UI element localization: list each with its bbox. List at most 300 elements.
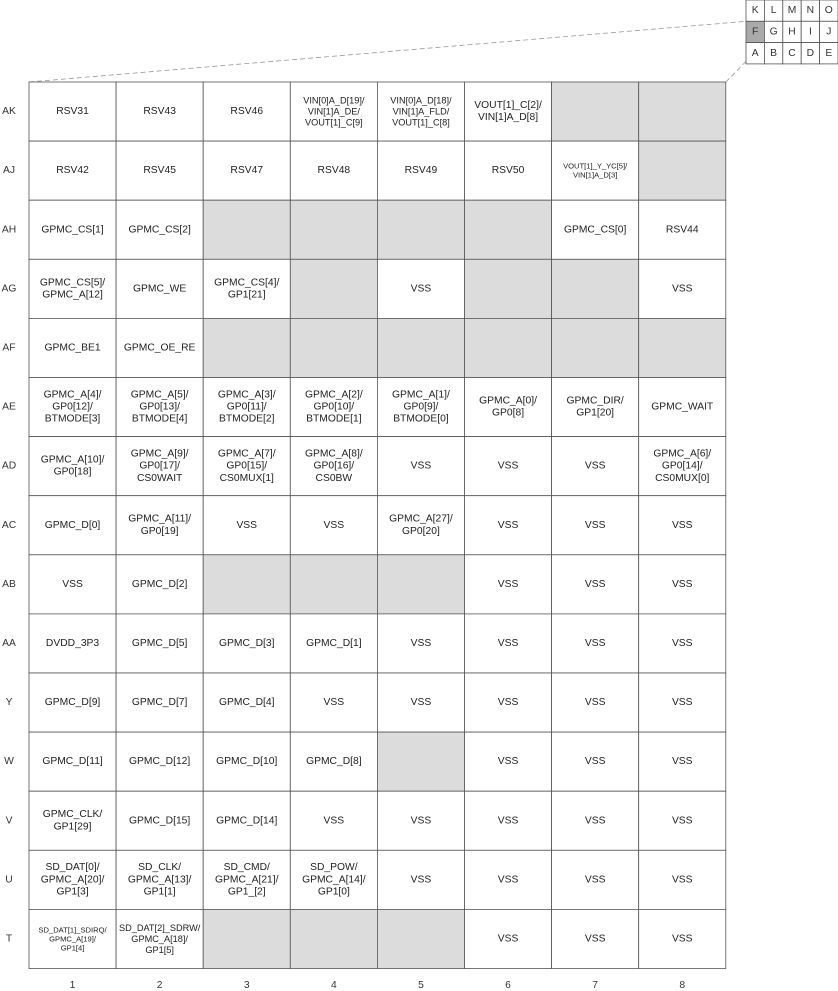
pin-name: GPMC_D[8] xyxy=(306,756,362,768)
empty-cell xyxy=(377,555,464,614)
pin-name: BTMODE[1] xyxy=(306,413,362,425)
pin-name: VSS xyxy=(671,519,693,531)
empty-cell xyxy=(290,200,377,259)
pin-name: GPMC_D[10] xyxy=(216,756,278,768)
pin-name: GPMC_D[5] xyxy=(131,637,188,649)
pin-name: VSS xyxy=(497,578,519,590)
pin-name: VSS xyxy=(410,874,432,886)
pin-cell xyxy=(639,259,726,318)
pin-name: VIN[1]A_D[3] xyxy=(572,170,618,180)
pin-name: GP1[29] xyxy=(53,821,92,833)
pin-cell xyxy=(639,614,726,673)
pin-cell xyxy=(377,673,464,732)
pin-name: BTMODE[4] xyxy=(131,413,188,425)
pin-name: GP0[18] xyxy=(53,466,92,478)
pin-name: VIN[0]A_D[18]/ xyxy=(390,95,452,106)
empty-cell xyxy=(203,909,290,968)
pin-cell xyxy=(29,614,116,673)
row-label: AF xyxy=(2,342,16,354)
empty-cell xyxy=(377,318,464,377)
key-cell-label: D xyxy=(806,47,815,59)
pin-cell xyxy=(203,614,290,673)
pin-cell xyxy=(377,378,464,437)
pin-name: GP0[14]/ xyxy=(661,460,703,472)
pin-name: GPMC_CS[5]/ xyxy=(39,277,106,289)
pin-name: VIN[0]A_D[19]/ xyxy=(303,95,365,106)
pin-name: BTMODE[2] xyxy=(219,413,275,425)
row-label: T xyxy=(5,933,13,945)
pin-cell xyxy=(29,259,116,318)
pin-name: RSV50 xyxy=(491,165,525,177)
pin-cell xyxy=(290,82,377,141)
pin-name: VSS xyxy=(584,637,606,649)
pin-name: VSS xyxy=(584,460,606,472)
pin-name: GPMC_D[9] xyxy=(44,697,101,709)
pin-name: GP0[17]/ xyxy=(139,460,180,472)
key-cell-label: F xyxy=(752,26,759,38)
empty-cell xyxy=(377,909,464,968)
pin-name: VSS xyxy=(584,815,606,827)
pin-name: VSS xyxy=(323,815,345,827)
pin-name: VSS xyxy=(671,815,693,827)
pin-cell xyxy=(377,318,464,377)
row-label: AB xyxy=(2,578,16,590)
pin-cell xyxy=(639,496,726,555)
pin-cell xyxy=(203,909,290,968)
key-cell-label: C xyxy=(788,47,796,59)
pin-name: GP1[1] xyxy=(143,886,176,898)
pin-cell xyxy=(29,82,116,141)
empty-cell xyxy=(290,259,377,318)
pin-name: GPMC_CS[1] xyxy=(41,224,104,236)
pin-name: VSS xyxy=(584,756,606,768)
pin-name: GPMC_D[15] xyxy=(129,815,191,827)
pin-name: VOUT[1]_C[2]/ xyxy=(474,99,542,111)
pin-name: GPMC_A[18]/ xyxy=(131,933,188,944)
pin-cell xyxy=(290,200,377,259)
pin-cell xyxy=(639,791,726,850)
pin-name: VSS xyxy=(62,578,83,590)
pin-cell xyxy=(290,555,377,614)
pin-cell xyxy=(29,909,116,968)
pin-name: GPMC_D[12] xyxy=(129,756,191,768)
pin-name: VIN[1]A_D[8] xyxy=(478,112,539,124)
key-cell-label: O xyxy=(824,5,833,17)
empty-cell xyxy=(639,141,726,200)
empty-cell xyxy=(377,200,464,259)
pin-name: GP0[19] xyxy=(140,525,179,537)
pin-cell xyxy=(552,141,639,200)
pin-name: GP0[9]/ xyxy=(403,401,439,413)
pin-cell xyxy=(639,82,726,141)
zoom-line-top xyxy=(29,21,746,82)
pin-name: RSV49 xyxy=(404,165,438,177)
pin-name: VSS xyxy=(497,815,519,827)
pin-cell xyxy=(465,82,552,141)
column-label: 6 xyxy=(505,980,511,991)
pin-name: VSS xyxy=(584,874,606,886)
pin-name: GPMC_D[4] xyxy=(218,697,275,709)
pin-name: GPMC_A[10]/ xyxy=(40,454,105,466)
pin-name: VOUT[1]_C[8] xyxy=(392,117,450,128)
pin-name: VSS xyxy=(497,933,519,945)
column-label: 8 xyxy=(679,980,686,991)
pin-cell xyxy=(116,732,203,791)
row-label: U xyxy=(5,874,13,886)
pin-cell xyxy=(290,614,377,673)
empty-cell xyxy=(639,82,726,141)
pin-name: GPMC_CS[2] xyxy=(128,224,191,236)
pin-name: VOUT[1]_Y_YC[5]/ xyxy=(563,161,628,171)
empty-cell xyxy=(465,200,552,259)
pin-name: GPMC_BE1 xyxy=(44,342,101,354)
pin-cell xyxy=(116,850,203,909)
pin-name: GPMC_A[20]/ xyxy=(40,874,105,886)
pin-cell xyxy=(116,259,203,318)
pin-cell xyxy=(465,791,552,850)
pin-name: BTMODE[3] xyxy=(44,413,101,425)
pin-name: SD_DAT[2]_SDRW/ xyxy=(118,923,201,934)
pin-name: VSS xyxy=(497,697,519,709)
pin-name: SD_DAT[0]/ xyxy=(45,862,100,874)
pin-name: RSV42 xyxy=(56,165,89,177)
pin-name: GPMC_A[11]/ xyxy=(128,513,192,525)
key-cell-label: E xyxy=(825,47,833,59)
pin-grid xyxy=(29,82,726,969)
pin-name: GPMC_A[13]/ xyxy=(127,874,192,886)
pin-cell xyxy=(639,850,726,909)
pin-name: VSS xyxy=(584,933,606,945)
pin-name: VSS xyxy=(671,756,693,768)
pin-cell xyxy=(29,437,116,496)
pin-cell xyxy=(552,555,639,614)
pin-name: VSS xyxy=(410,697,432,709)
pin-cell xyxy=(465,259,552,318)
pin-name: GP1[3] xyxy=(56,886,89,898)
row-label: AK xyxy=(2,106,16,118)
pin-name: RSV45 xyxy=(143,165,176,177)
key-cell-label: N xyxy=(806,5,815,17)
pin-cell xyxy=(377,791,464,850)
pin-cell xyxy=(116,318,203,377)
pin-cell xyxy=(552,378,639,437)
pin-name: GPMC_D[2] xyxy=(131,578,188,590)
pin-name: GP0[12]/ xyxy=(52,401,93,413)
pin-name: VSS xyxy=(323,519,345,531)
pin-cell xyxy=(116,614,203,673)
pin-cell xyxy=(203,378,290,437)
pin-cell xyxy=(465,141,552,200)
pin-cell xyxy=(465,437,552,496)
pin-cell xyxy=(29,791,116,850)
pin-name: GPMC_A[8]/ xyxy=(304,448,363,460)
pin-cell xyxy=(203,82,290,141)
pin-cell xyxy=(29,555,116,614)
empty-cell xyxy=(552,82,639,141)
pin-name: RSV46 xyxy=(230,106,264,118)
pin-name: CS0MUX[0] xyxy=(655,472,710,484)
pin-cell xyxy=(116,496,203,555)
pin-name: GPMC_DIR/ xyxy=(566,395,624,407)
pin-name: VSS xyxy=(410,815,432,827)
pin-cell xyxy=(377,141,464,200)
quadrant-key-map xyxy=(746,0,838,64)
pin-name: GPMC_A[3]/ xyxy=(217,389,276,401)
pin-name: VSS xyxy=(497,874,519,886)
pin-cell xyxy=(639,437,726,496)
pin-name: GPMC_CS[0] xyxy=(563,224,627,236)
pin-name: BTMODE[0] xyxy=(393,413,449,425)
pin-cell xyxy=(116,555,203,614)
pin-cell xyxy=(552,82,639,141)
pin-cell xyxy=(465,614,552,673)
pin-name: GPMC_D[1] xyxy=(306,637,362,649)
pin-cell xyxy=(465,850,552,909)
pin-name: RSV43 xyxy=(143,106,176,118)
empty-cell xyxy=(552,318,639,377)
pin-name: GPMC_CS[4]/ xyxy=(214,277,280,289)
pin-name: GP0[15]/ xyxy=(226,460,268,472)
pin-name: VIN[1]A_DE/ xyxy=(307,106,360,117)
pin-cell xyxy=(203,496,290,555)
empty-cell xyxy=(465,318,552,377)
pin-cell xyxy=(290,141,377,200)
pin-cell xyxy=(465,318,552,377)
row-label: AJ xyxy=(2,165,16,177)
pin-name: GPMC_A[6]/ xyxy=(653,448,712,460)
column-label: 5 xyxy=(418,980,424,991)
column-label: 1 xyxy=(69,980,76,991)
pin-cell xyxy=(377,437,464,496)
pin-name: GP0[13]/ xyxy=(139,401,180,413)
column-label: 7 xyxy=(592,980,599,991)
pin-name: VSS xyxy=(497,637,519,649)
pin-name: VSS xyxy=(236,519,258,531)
pin-cell xyxy=(290,850,377,909)
pin-cell xyxy=(465,732,552,791)
pin-cell xyxy=(465,200,552,259)
pin-cell xyxy=(203,200,290,259)
pin-name: VSS xyxy=(497,756,519,768)
pin-cell xyxy=(552,259,639,318)
pin-cell xyxy=(639,200,726,259)
row-label: AG xyxy=(1,283,17,295)
pin-name: GP1[4] xyxy=(60,943,85,953)
pin-cell xyxy=(290,259,377,318)
pin-cell xyxy=(552,791,639,850)
pin-cell xyxy=(639,555,726,614)
empty-cell xyxy=(203,200,290,259)
pin-name: VSS xyxy=(410,460,432,472)
pin-cell xyxy=(377,200,464,259)
pin-name: VSS xyxy=(671,578,693,590)
pin-name: GPMC_A[7]/ xyxy=(217,448,276,460)
pin-name: SD_DAT[1]_SDIRQ/ xyxy=(38,925,107,935)
empty-cell xyxy=(465,259,552,318)
pin-cell xyxy=(116,909,203,968)
pin-cell xyxy=(377,614,464,673)
pin-name: SD_POW/ xyxy=(310,862,358,874)
key-cell-label: K xyxy=(751,5,759,17)
empty-cell xyxy=(290,909,377,968)
pin-name: GPMC_A[27]/ xyxy=(389,513,453,525)
pin-name: VIN[1]A_FLD/ xyxy=(392,106,450,117)
pin-name: GPMC_WAIT xyxy=(651,401,714,413)
pin-cell xyxy=(29,673,116,732)
pin-cell xyxy=(465,673,552,732)
key-cell-label: A xyxy=(751,47,759,59)
pin-name: VSS xyxy=(671,874,693,886)
pin-name: GPMC_A[21]/ xyxy=(214,874,279,886)
pin-name: GP0[10]/ xyxy=(313,401,355,413)
pin-cell xyxy=(639,378,726,437)
pin-name: GPMC_A[19]/ xyxy=(49,934,96,944)
row-label: AH xyxy=(1,224,17,236)
pin-cell xyxy=(116,791,203,850)
pin-name: GPMC_A[0]/ xyxy=(479,395,537,407)
row-label: W xyxy=(4,756,14,768)
pin-name: GPMC_A[4]/ xyxy=(43,389,102,401)
pin-cell xyxy=(116,200,203,259)
pin-name: GP0[8] xyxy=(492,407,525,419)
pin-name: VSS xyxy=(584,519,606,531)
pin-name: VOUT[1]_C[9] xyxy=(304,117,363,128)
pin-name: VSS xyxy=(497,519,519,531)
pin-name: DVDD_3P3 xyxy=(45,637,100,649)
pin-cell xyxy=(29,850,116,909)
key-cell-label: I xyxy=(808,26,812,38)
pin-cell xyxy=(203,141,290,200)
pin-name: VSS xyxy=(671,697,693,709)
pin-cell xyxy=(203,732,290,791)
column-label: 4 xyxy=(330,980,337,991)
pin-cell xyxy=(116,82,203,141)
pin-cell xyxy=(116,141,203,200)
pin-name: CS0WAIT xyxy=(136,472,183,484)
pin-cell xyxy=(116,437,203,496)
pin-name: GPMC_A[5]/ xyxy=(130,389,189,401)
row-label: AA xyxy=(2,637,16,649)
pin-name: RSV31 xyxy=(56,106,89,118)
key-cell-label: L xyxy=(770,5,777,17)
pin-cell xyxy=(290,496,377,555)
pin-cell xyxy=(203,437,290,496)
pin-cell xyxy=(639,141,726,200)
pin-name: VSS xyxy=(410,283,432,295)
pin-cell xyxy=(465,378,552,437)
row-label: AE xyxy=(2,401,16,413)
pin-cell xyxy=(29,141,116,200)
pin-cell xyxy=(377,732,464,791)
pin-name: VSS xyxy=(584,697,606,709)
pin-name: GPMC_OE_RE xyxy=(123,342,196,354)
pin-cell xyxy=(377,555,464,614)
pin-cell xyxy=(552,673,639,732)
row-label: AD xyxy=(1,460,17,472)
pin-cell xyxy=(203,673,290,732)
column-label: 2 xyxy=(156,980,163,991)
pin-name: GP0[20] xyxy=(402,525,440,537)
pin-cell xyxy=(203,850,290,909)
pin-name: VSS xyxy=(671,933,693,945)
pin-cell xyxy=(290,791,377,850)
pin-cell xyxy=(552,318,639,377)
pin-cell xyxy=(290,378,377,437)
pin-name: GPMC_A[2]/ xyxy=(304,389,363,401)
pin-cell xyxy=(203,259,290,318)
pin-name: GPMC_A[1]/ xyxy=(392,389,450,401)
pin-name: CS0MUX[1] xyxy=(219,472,274,484)
empty-cell xyxy=(552,259,639,318)
pin-cell xyxy=(290,673,377,732)
pin-cell xyxy=(552,732,639,791)
pin-name: SD_CLK/ xyxy=(138,862,182,874)
pin-name: VSS xyxy=(497,460,519,472)
pin-cell xyxy=(29,200,116,259)
pin-cell xyxy=(377,82,464,141)
key-cell-label: B xyxy=(770,47,778,59)
key-cell-label: J xyxy=(826,26,832,38)
pin-cell xyxy=(552,909,639,968)
pin-name: GP1[5] xyxy=(145,944,174,955)
pin-cell xyxy=(29,496,116,555)
empty-cell xyxy=(290,555,377,614)
pin-cell xyxy=(465,909,552,968)
pin-cell xyxy=(116,378,203,437)
pin-cell xyxy=(29,378,116,437)
pin-cell xyxy=(552,850,639,909)
pin-cell xyxy=(552,496,639,555)
pin-cell xyxy=(465,496,552,555)
pin-name: GP1[20] xyxy=(576,407,615,419)
pin-cell xyxy=(639,909,726,968)
pin-cell xyxy=(639,673,726,732)
pin-cell xyxy=(203,318,290,377)
empty-cell xyxy=(203,318,290,377)
pin-name: GPMC_A[12] xyxy=(42,289,103,301)
pin-cell xyxy=(377,850,464,909)
row-label: AC xyxy=(1,519,17,531)
pin-cell xyxy=(552,200,639,259)
pin-name: VSS xyxy=(323,697,345,709)
pin-name: GPMC_A[9]/ xyxy=(130,448,189,460)
pin-cell xyxy=(465,555,552,614)
pin-name: GP1[21] xyxy=(227,289,266,301)
pin-name: VSS xyxy=(410,637,432,649)
key-cell-label: G xyxy=(769,26,778,38)
pin-cell xyxy=(377,496,464,555)
pin-name: GPMC_WE xyxy=(133,283,187,295)
pin-name: RSV48 xyxy=(317,165,351,177)
empty-cell xyxy=(203,555,290,614)
pin-name: GP1_[2] xyxy=(227,886,266,898)
pin-name: GPMC_D[7] xyxy=(131,697,188,709)
pin-name: VSS xyxy=(671,283,693,295)
pin-name: CS0BW xyxy=(315,472,353,484)
pin-name: GPMC_D[3] xyxy=(218,637,275,649)
empty-cell xyxy=(639,318,726,377)
pin-cell xyxy=(29,318,116,377)
pin-cell xyxy=(639,732,726,791)
pin-cell xyxy=(116,673,203,732)
pin-name: GPMC_CLK/ xyxy=(42,809,103,821)
pin-cell xyxy=(290,437,377,496)
pin-cell xyxy=(377,909,464,968)
pin-name: GP0[16]/ xyxy=(313,460,355,472)
pin-cell xyxy=(552,437,639,496)
pin-name: RSV44 xyxy=(665,224,699,236)
key-cell-label: M xyxy=(787,5,797,17)
